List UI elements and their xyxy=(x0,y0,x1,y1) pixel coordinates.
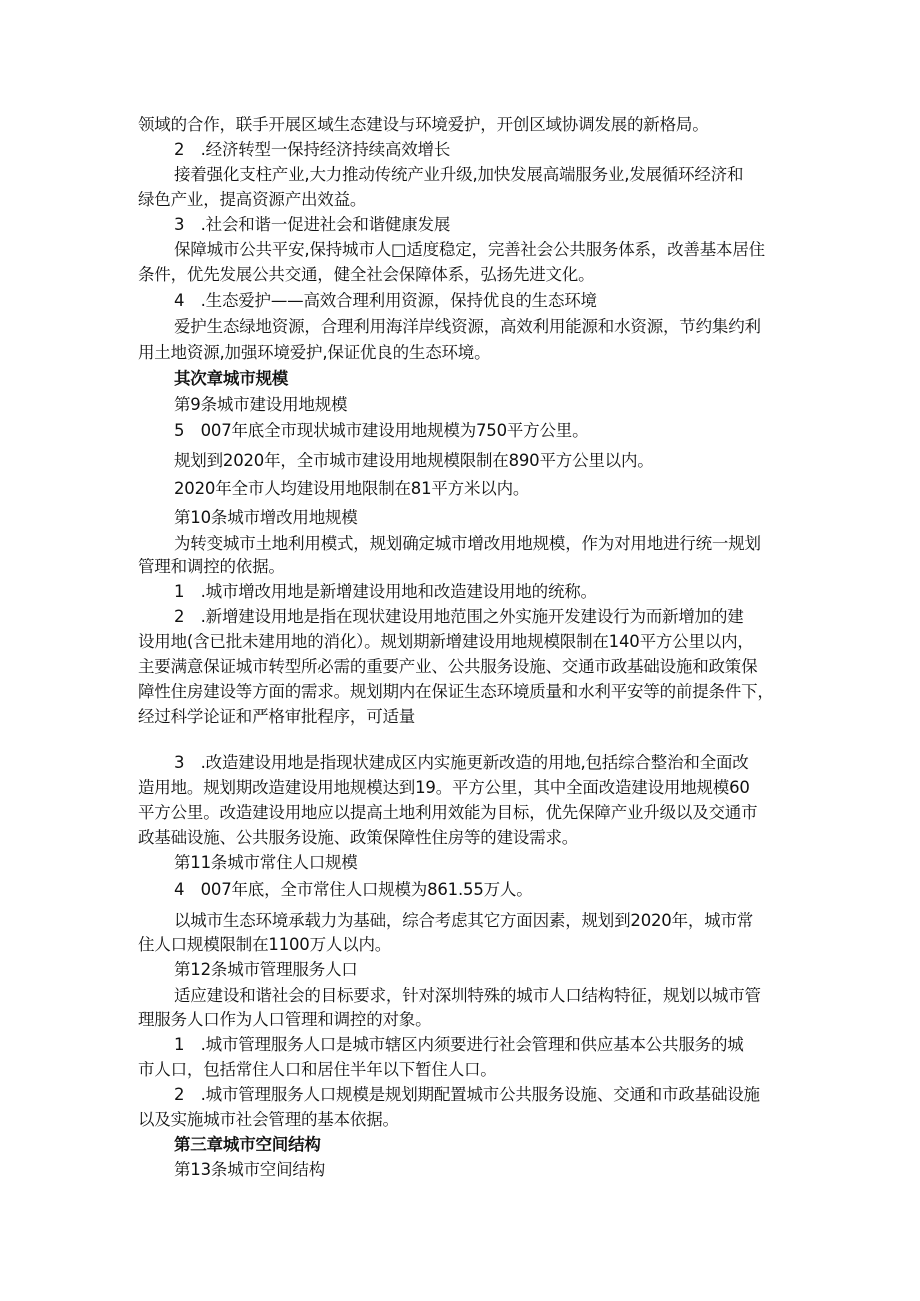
text-line: 住人口规模限制在1100万人以内。 xyxy=(138,935,392,954)
text-line: 为转变城市土地利用模式，规划确定城市增改用地规模，作为对用地进行统一规划 xyxy=(174,534,761,553)
text-line: 市人口，包括常住人口和居住半年以下暂住人口。 xyxy=(138,1060,497,1079)
text-line: 规划到2020年，全市城市建设用地规模限制在890平方公里以内。 xyxy=(174,451,654,470)
text-line: 用土地资源,加强环境爱护,保证优良的生态环境。 xyxy=(138,343,491,362)
chapter-heading: 第三章城市空间结构 xyxy=(174,1135,321,1154)
text-line: 设用地(含已批未建用地的消化）。规划期新增建设用地规模限制在140平方公里以内， xyxy=(138,632,754,651)
text-line: 政基础设施、公共服务设施、政策保障性住房等的建设需求。 xyxy=(138,828,579,847)
article-heading: 第10条城市增改用地规模 xyxy=(174,508,358,527)
numbered-item: 1 .城市增改用地是新增建设用地和改造建设用地的统称。 xyxy=(174,582,597,601)
numbered-item: 1 .城市管理服务人口是城市辖区内须要进行社会管理和供应基本公共服务的城 xyxy=(174,1035,744,1054)
numbered-item: 2 .城市管理服务人口规模是规划期配置城市公共服务设施、交通和市政基础设施 xyxy=(174,1085,760,1104)
text-line: 造用地。规划期改造建设用地规模达到19。平方公里，其中全面改造建设用地规模60 xyxy=(138,778,750,797)
article-heading: 第12条城市管理服务人口 xyxy=(174,960,358,979)
text-line: 保障城市公共平安,保持城市人□适度稳定，完善社会公共服务体系，改善基本居住 xyxy=(174,240,765,259)
text-line: 以城市生态环境承载力为基础，综合考虑其它方面因素，规划到2020年，城市常 xyxy=(174,911,754,930)
text-line: 障性住房建设等方面的需求。规划期内在保证生态环境质量和水利平安等的前提条件下， xyxy=(138,682,774,701)
text-line: 领域的合作，联手开展区域生态建设与环境爱护，开创区域协调发展的新格局。 xyxy=(138,115,709,134)
text-line: 2020年全市人均建设用地限制在81平方米以内。 xyxy=(174,479,530,498)
text-line: 适应建设和谐社会的目标要求，针对深圳特殊的城市人口结构特征，规划以城市管 xyxy=(174,986,761,1005)
text-line: 经过科学论证和严格审批程序，可适量 xyxy=(138,707,416,726)
numbered-item: 4 007年底，全市常住人口规模为861.55万人。 xyxy=(174,880,533,899)
numbered-item: 5 007年底全市现状城市建设用地规模为750平方公里。 xyxy=(174,421,589,440)
article-heading: 第13条城市空间结构 xyxy=(174,1160,325,1179)
numbered-heading: 2 .经济转型一保持经济持续高效增长 xyxy=(174,140,451,159)
article-heading: 第9条城市建设用地规模 xyxy=(174,395,348,414)
numbered-heading: 4 .生态爱护——高效合理利用资源，保持优良的生态环境 xyxy=(174,291,597,310)
text-line: 接着强化支柱产业,大力推动传统产业升级,加快发展高端服务业,发展循环经济和 xyxy=(174,165,744,184)
text-line: 条件，优先发展公共交通，健全社会保障体系，弘扬先进文化。 xyxy=(138,265,595,284)
text-line: 管理和调控的依据。 xyxy=(138,557,285,576)
text-line: 爱护生态绿地资源，合理利用海洋岸线资源，高效利用能源和水资源，节约集约利 xyxy=(174,317,761,336)
numbered-heading: 3 .社会和谐一促进社会和谐健康发展 xyxy=(174,215,451,234)
article-heading: 第11条城市常住人口规模 xyxy=(174,853,358,872)
text-line: 以及实施城市社会管理的基本依据。 xyxy=(138,1110,399,1129)
numbered-item: 2 .新增建设用地是指在现状建设用地范围之外实施开发建设行为而新增加的建 xyxy=(174,607,744,626)
text-line: 主要满意保证城市转型所必需的重要产业、公共服务设施、交通市政基础设施和政策保 xyxy=(138,657,758,676)
chapter-heading: 其次章城市规模 xyxy=(174,369,289,388)
numbered-item: 3 .改造建设用地是指现状建成区内实施更新改造的用地,包括综合整治和全面改 xyxy=(174,753,749,772)
text-line: 理服务人口作为人口管理和调控的对象。 xyxy=(138,1010,432,1029)
text-line: 平方公里。改造建设用地应以提高土地利用效能为目标，优先保障产业升级以及交通市 xyxy=(138,803,758,822)
text-line: 绿色产业，提高资源产出效益。 xyxy=(138,190,367,209)
